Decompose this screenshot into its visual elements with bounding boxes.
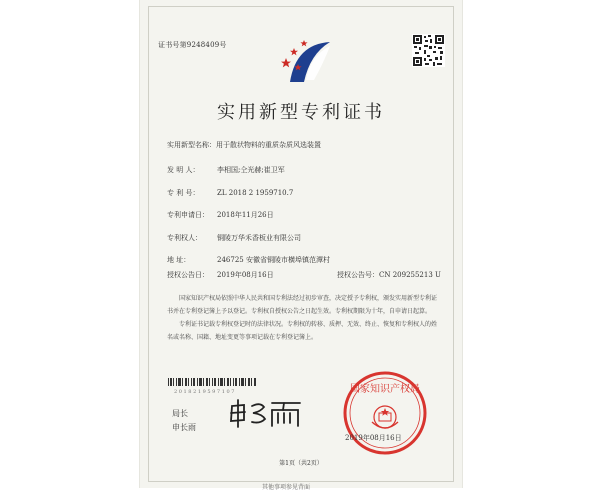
field-value: 246725 安徽省铜陵市横埠镇范潭村 — [217, 256, 330, 264]
certificate-title: 实用新型专利证书 — [217, 102, 385, 123]
field-utility-model-name — [167, 140, 321, 150]
seal-date: 2019年08月16日 — [345, 434, 402, 442]
signature-icon — [226, 398, 304, 428]
field-label: 地 址： — [167, 256, 191, 264]
field-value: CN 209255213 U — [379, 271, 441, 279]
barcode-label: 2 0 1 8 2 1 9 5 9 7 1 0 7 — [174, 389, 235, 395]
director-name: 申长雨 — [172, 423, 196, 432]
page-indicator: 第1页（共2页） — [279, 460, 323, 467]
field-label: 专利权人： — [167, 234, 202, 242]
field-value: 用于散状物料的重质杂质风选装置 — [216, 141, 321, 149]
svg-text:国家知识产权局: 国家知识产权局 — [350, 384, 420, 395]
barcode-icon — [168, 378, 256, 386]
body-paragraph: 专利证书记载专利权登记时的法律状况。专利权的转移、质押、无效、终止、恢复和专利权人的姓名或名称、国籍、地址变更等事项记载在专利登记簿上。 — [167, 321, 438, 341]
footer-note: 其他事项参见背面 — [262, 484, 311, 491]
field-label: 授权公告日： — [167, 271, 209, 279]
field-value: 2018年11月26日 — [217, 211, 274, 219]
director-role: 局长 — [172, 409, 188, 418]
field-application-date — [167, 210, 274, 220]
field-patent-number — [167, 188, 293, 198]
field-inventor — [167, 165, 285, 175]
field-value: 2019年08月16日 — [217, 271, 274, 279]
certificate-sheet — [139, 0, 463, 491]
field-label: 专 利 号： — [167, 189, 200, 197]
field-value: 李相国;仝光赫;崔卫军 — [217, 166, 285, 174]
official-seal-icon — [342, 370, 428, 456]
body-paragraph: 国家知识产权局依照中华人民共和国专利法经过初步审查，决定授予专利权，颁发实用新型专利证书并在专利登记簿上予以登记。专利权自授权公告之日起生效。专利权期限为十年，自申请日起算。 — [167, 295, 438, 315]
field-label: 专利申请日： — [167, 211, 209, 219]
field-address — [167, 255, 330, 265]
field-authorization-number — [337, 270, 441, 280]
cnipa-logo-icon — [280, 36, 334, 84]
field-value: ZL 2018 2 1959710.7 — [217, 189, 294, 197]
field-label: 发 明 人： — [167, 166, 200, 174]
qr-code-icon — [412, 34, 445, 67]
field-label: 授权公告号： — [337, 271, 379, 279]
certificate-body-text — [167, 292, 437, 344]
field-grant-date — [167, 270, 274, 280]
certificate-number: 证书号第9248409号 — [158, 41, 227, 49]
field-patentee — [167, 233, 301, 243]
field-value: 铜陵万华禾香板业有限公司 — [217, 234, 301, 242]
field-label: 实用新型名称： — [167, 141, 216, 149]
